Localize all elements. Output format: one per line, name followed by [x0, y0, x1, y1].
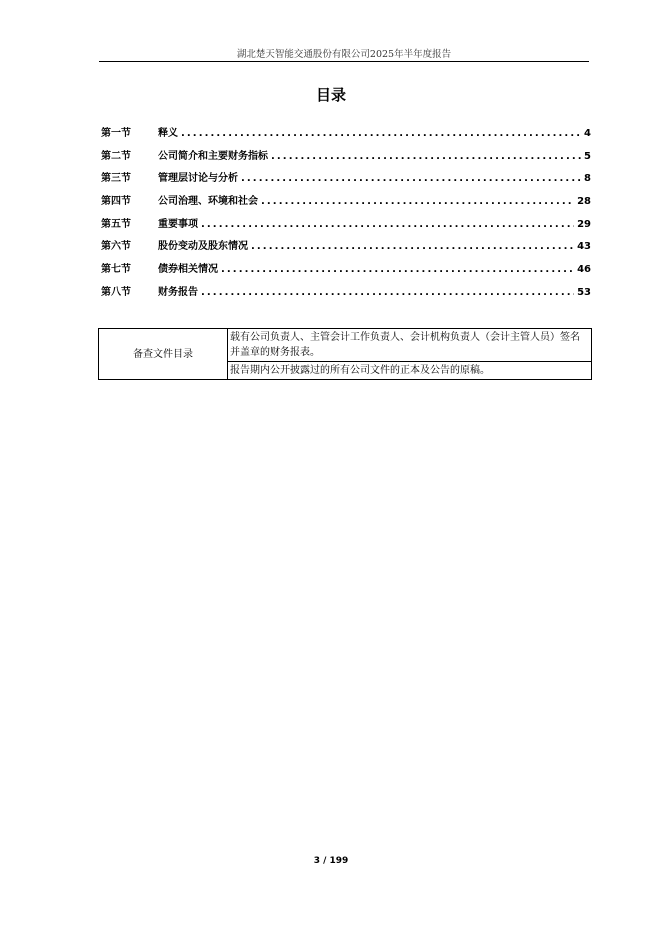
toc-section-number: 第五节 — [101, 218, 131, 230]
toc-page-number: 53 — [577, 286, 591, 298]
toc-dot-leader — [261, 196, 574, 207]
toc-entry[interactable] — [101, 124, 591, 147]
toc-page-number: 8 — [584, 173, 591, 185]
page-indicator: 3 / 199 — [313, 856, 349, 866]
toc-section-title: 释义 — [158, 128, 178, 139]
toc-page-number: 5 — [584, 150, 591, 162]
reference-label: 备查文件目录 — [99, 329, 228, 380]
toc-section-number: 第七节 — [101, 264, 131, 276]
toc-section-number: 第四节 — [101, 196, 131, 208]
toc-section-title: 公司治理、环境和社会 — [158, 196, 258, 208]
toc-entry[interactable] — [101, 283, 591, 306]
toc-section-title: 债券相关情况 — [158, 264, 218, 276]
toc-section-title: 管理层讨论与分析 — [158, 173, 238, 185]
reference-item: 载有公司负责人、主管会计工作负责人、会计机构负责人（会计主管人员）签名并盖章的财务报表。 — [228, 329, 592, 362]
toc-page-number: 4 — [584, 128, 591, 139]
table-row — [99, 329, 592, 362]
toc-entry[interactable] — [101, 147, 591, 170]
toc-dot-leader — [201, 287, 574, 298]
toc-page-number: 29 — [577, 218, 591, 230]
toc-section-title: 公司简介和主要财务指标 — [158, 150, 268, 162]
toc-dot-leader — [221, 264, 574, 275]
toc-section-title: 重要事项 — [158, 218, 198, 230]
toc-entry[interactable] — [101, 215, 591, 238]
header-divider — [99, 61, 589, 62]
toc-page-number: 28 — [577, 196, 591, 208]
toc-entry[interactable] — [101, 192, 591, 215]
reference-documents-table — [98, 328, 592, 380]
toc-section-number: 第二节 — [101, 150, 131, 162]
toc-entry[interactable] — [101, 260, 591, 283]
toc-section-title: 财务报告 — [158, 286, 198, 298]
toc-section-title: 股份变动及股东情况 — [158, 241, 248, 253]
toc-section-number: 第六节 — [101, 241, 131, 253]
toc-entry[interactable] — [101, 169, 591, 192]
toc-page-number: 46 — [577, 264, 591, 276]
toc-page-number: 43 — [577, 241, 591, 253]
toc-dot-leader — [251, 241, 574, 252]
toc-section-number: 第三节 — [101, 173, 131, 185]
toc-dot-leader — [241, 173, 581, 184]
reference-item: 报告期内公开披露过的所有公司文件的正本及公告的原稿。 — [228, 362, 592, 380]
report-header: 湖北楚天智能交通股份有限公司2025年半年度报告 — [236, 49, 452, 60]
toc-dot-leader — [271, 151, 581, 162]
toc-entry[interactable] — [101, 237, 591, 260]
toc-title: 目录 — [315, 86, 346, 104]
toc-section-number: 第八节 — [101, 286, 131, 298]
toc-dot-leader — [181, 128, 581, 139]
toc-dot-leader — [201, 219, 574, 230]
table-of-contents — [101, 124, 591, 306]
toc-section-number: 第一节 — [101, 128, 131, 139]
